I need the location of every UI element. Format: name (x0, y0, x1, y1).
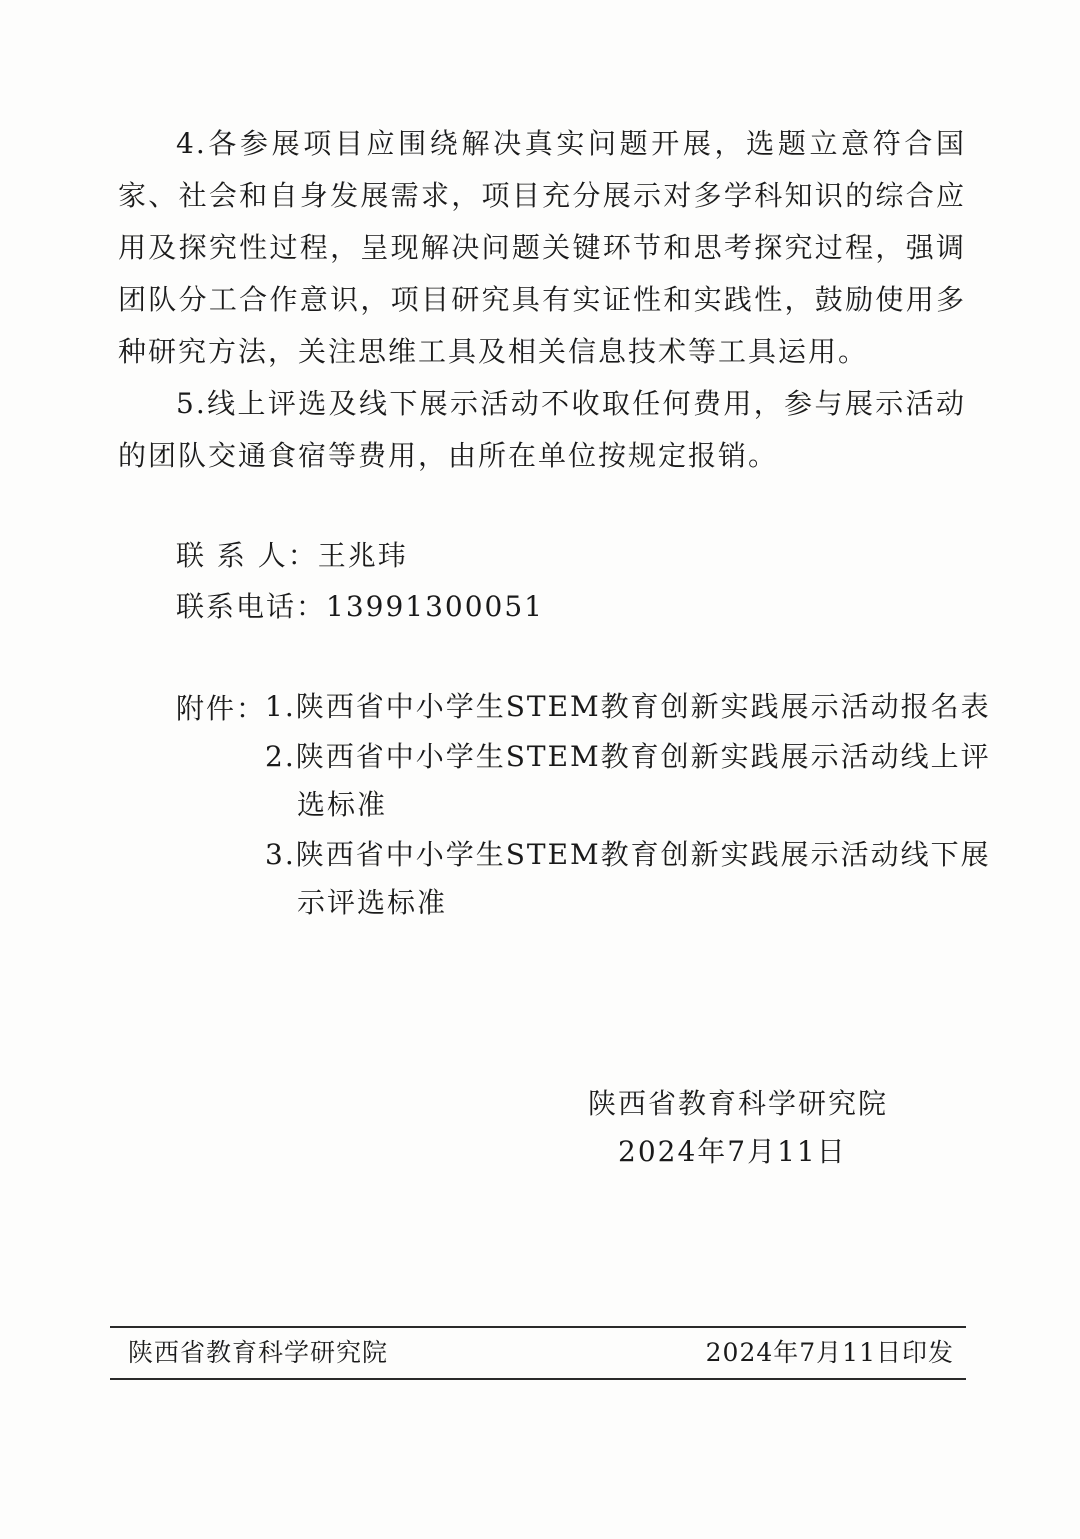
contact-person: 联 系 人：王兆玮 (176, 539, 408, 572)
signature-date: 2024年7月11日 (618, 1135, 847, 1168)
footer-rule-bottom (110, 1378, 966, 1380)
paragraph-item-4: 4.各参展项目应围绕解决真实问题开展，选题立意符合国家、社会和自身发展需求，项目充分展示对多学科知识的综合应用及探究性过程，呈现解决问题关键环节和思考探究过程，强调团队分工合作意识，项目研究具有实证性和实践性，鼓励使用多种研究方法，关注思维工具及相关信息技术等工具运用。 (118, 127, 966, 368)
contact-phone: 联系电话：13991300051 (176, 590, 544, 623)
footer-rule-top (110, 1326, 966, 1328)
attachments-label: 附件： (176, 692, 267, 725)
attachment-item-2: 2.陕西省中小学生STEM教育创新实践展示活动线上评选标准 (265, 740, 991, 821)
signature-organization: 陕西省教育科学研究院 (588, 1087, 889, 1120)
attachment-item-3: 3.陕西省中小学生STEM教育创新实践展示活动线下展示评选标准 (265, 838, 991, 919)
attachment-item-1: 1.陕西省中小学生STEM教育创新实践展示活动报名表 (265, 690, 991, 723)
body-text (118, 118, 966, 482)
footer-organization: 陕西省教育科学研究院 (128, 1338, 389, 1367)
paragraph-item-5: 5.线上评选及线下展示活动不收取任何费用，参与展示活动的团队交通食宿等费用，由所在单位按规定报销。 (118, 387, 966, 472)
footer-issued-date: 2024年7月11日印发 (705, 1338, 954, 1367)
